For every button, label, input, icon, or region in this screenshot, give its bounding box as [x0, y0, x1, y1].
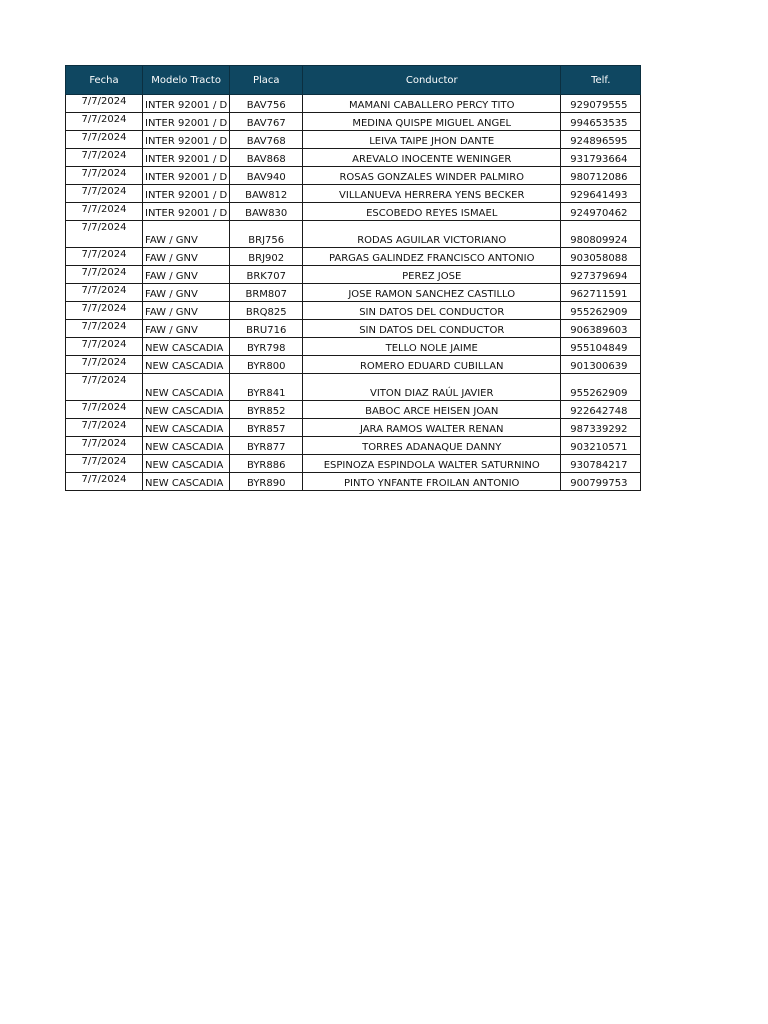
placa-cell: BYR852	[230, 401, 303, 419]
modelo-cell: INTER 92001 / D	[143, 203, 230, 221]
placa-cell: BRJ756	[230, 221, 303, 248]
table-row	[66, 401, 641, 419]
table-row	[66, 302, 641, 320]
placa-cell: BRK707	[230, 266, 303, 284]
header-fecha: Fecha	[66, 66, 143, 95]
modelo-cell: FAW / GNV	[143, 302, 230, 320]
header-conductor: Conductor	[303, 66, 561, 95]
table-row	[66, 131, 641, 149]
telf-cell: 987339292	[561, 419, 641, 437]
conductor-cell: MEDINA QUISPE MIGUEL ANGEL	[303, 113, 561, 131]
placa-cell: BAV756	[230, 95, 303, 113]
table-row	[66, 419, 641, 437]
fecha-cell: 7/7/2024	[66, 320, 143, 338]
fecha-cell: 7/7/2024	[66, 437, 143, 455]
conductor-cell: VITON DIAZ RAÚL JAVIER	[303, 374, 561, 401]
placa-cell: BAW812	[230, 185, 303, 203]
fecha-cell: 7/7/2024	[66, 266, 143, 284]
modelo-cell: INTER 92001 / D	[143, 95, 230, 113]
placa-cell: BAV868	[230, 149, 303, 167]
placa-cell: BYR886	[230, 455, 303, 473]
header-modelo: Modelo Tracto	[143, 66, 230, 95]
modelo-cell: FAW / GNV	[143, 221, 230, 248]
table-row	[66, 149, 641, 167]
modelo-cell: NEW CASCADIA	[143, 437, 230, 455]
fecha-cell: 7/7/2024	[66, 374, 143, 401]
table-row	[66, 167, 641, 185]
modelo-cell: NEW CASCADIA	[143, 374, 230, 401]
telf-cell: 994653535	[561, 113, 641, 131]
modelo-cell: INTER 92001 / D	[143, 149, 230, 167]
conductor-cell: RODAS AGUILAR VICTORIANO	[303, 221, 561, 248]
conductor-cell: AREVALO INOCENTE WENINGER	[303, 149, 561, 167]
table-row	[66, 320, 641, 338]
telf-cell: 900799753	[561, 473, 641, 491]
table-row	[66, 284, 641, 302]
telf-cell: 931793664	[561, 149, 641, 167]
table-row	[66, 374, 641, 401]
conductor-cell: PINTO YNFANTE FROILAN ANTONIO	[303, 473, 561, 491]
table-row	[66, 473, 641, 491]
fecha-cell: 7/7/2024	[66, 131, 143, 149]
table-body	[66, 95, 641, 491]
placa-cell: BRJ902	[230, 248, 303, 266]
conductor-cell: PARGAS GALINDEZ FRANCISCO ANTONIO	[303, 248, 561, 266]
conductor-cell: JOSE RAMON SANCHEZ CASTILLO	[303, 284, 561, 302]
conductor-cell: VILLANUEVA HERRERA YENS BECKER	[303, 185, 561, 203]
fecha-cell: 7/7/2024	[66, 248, 143, 266]
placa-cell: BRM807	[230, 284, 303, 302]
fecha-cell: 7/7/2024	[66, 113, 143, 131]
fecha-cell: 7/7/2024	[66, 401, 143, 419]
telf-cell: 929641493	[561, 185, 641, 203]
modelo-cell: INTER 92001 / D	[143, 131, 230, 149]
placa-cell: BRQ825	[230, 302, 303, 320]
fecha-cell: 7/7/2024	[66, 185, 143, 203]
placa-cell: BYR841	[230, 374, 303, 401]
telf-cell: 922642748	[561, 401, 641, 419]
telf-cell: 955262909	[561, 302, 641, 320]
placa-cell: BAV767	[230, 113, 303, 131]
modelo-cell: FAW / GNV	[143, 284, 230, 302]
conductor-cell: MAMANI CABALLERO PERCY TITO	[303, 95, 561, 113]
modelo-cell: FAW / GNV	[143, 320, 230, 338]
conductor-cell: JARA RAMOS WALTER RENAN	[303, 419, 561, 437]
placa-cell: BRU716	[230, 320, 303, 338]
conductor-cell: ROMERO EDUARD CUBILLAN	[303, 356, 561, 374]
placa-cell: BYR798	[230, 338, 303, 356]
modelo-cell: NEW CASCADIA	[143, 455, 230, 473]
modelo-cell: INTER 92001 / D	[143, 167, 230, 185]
fecha-cell: 7/7/2024	[66, 95, 143, 113]
table-row	[66, 95, 641, 113]
telf-cell: 930784217	[561, 455, 641, 473]
modelo-cell: NEW CASCADIA	[143, 473, 230, 491]
fecha-cell: 7/7/2024	[66, 167, 143, 185]
fecha-cell: 7/7/2024	[66, 455, 143, 473]
table-row	[66, 203, 641, 221]
modelo-cell: INTER 92001 / D	[143, 113, 230, 131]
table-row	[66, 437, 641, 455]
telf-cell: 906389603	[561, 320, 641, 338]
table-row	[66, 113, 641, 131]
header-placa: Placa	[230, 66, 303, 95]
fecha-cell: 7/7/2024	[66, 284, 143, 302]
placa-cell: BYR890	[230, 473, 303, 491]
conductor-cell: ESPINOZA ESPINDOLA WALTER SATURNINO	[303, 455, 561, 473]
placa-cell: BAV768	[230, 131, 303, 149]
telf-cell: 980712086	[561, 167, 641, 185]
telf-cell: 927379694	[561, 266, 641, 284]
telf-cell: 980809924	[561, 221, 641, 248]
telf-cell: 962711591	[561, 284, 641, 302]
telf-cell: 955262909	[561, 374, 641, 401]
table-row	[66, 248, 641, 266]
table-row	[66, 338, 641, 356]
fecha-cell: 7/7/2024	[66, 221, 143, 248]
header-telf: Telf.	[561, 66, 641, 95]
modelo-cell: FAW / GNV	[143, 248, 230, 266]
conductor-cell: TORRES ADANAQUE DANNY	[303, 437, 561, 455]
placa-cell: BYR800	[230, 356, 303, 374]
table-row	[66, 266, 641, 284]
conductor-cell: SIN DATOS DEL CONDUCTOR	[303, 302, 561, 320]
fecha-cell: 7/7/2024	[66, 356, 143, 374]
modelo-cell: NEW CASCADIA	[143, 356, 230, 374]
conductor-cell: ROSAS GONZALES WINDER PALMIRO	[303, 167, 561, 185]
telf-cell: 929079555	[561, 95, 641, 113]
placa-cell: BAV940	[230, 167, 303, 185]
telf-cell: 924970462	[561, 203, 641, 221]
table-row	[66, 221, 641, 248]
conductor-cell: BABOC ARCE HEISEN JOAN	[303, 401, 561, 419]
fecha-cell: 7/7/2024	[66, 149, 143, 167]
table-row	[66, 356, 641, 374]
placa-cell: BAW830	[230, 203, 303, 221]
modelo-cell: INTER 92001 / D	[143, 185, 230, 203]
telf-cell: 903058088	[561, 248, 641, 266]
placa-cell: BYR857	[230, 419, 303, 437]
driver-table	[65, 65, 641, 491]
conductor-cell: ESCOBEDO REYES ISMAEL	[303, 203, 561, 221]
modelo-cell: NEW CASCADIA	[143, 338, 230, 356]
placa-cell: BYR877	[230, 437, 303, 455]
fecha-cell: 7/7/2024	[66, 419, 143, 437]
fecha-cell: 7/7/2024	[66, 473, 143, 491]
modelo-cell: NEW CASCADIA	[143, 419, 230, 437]
telf-cell: 924896595	[561, 131, 641, 149]
telf-cell: 901300639	[561, 356, 641, 374]
fecha-cell: 7/7/2024	[66, 338, 143, 356]
telf-cell: 955104849	[561, 338, 641, 356]
table-row	[66, 455, 641, 473]
conductor-cell: TELLO NOLE JAIME	[303, 338, 561, 356]
modelo-cell: FAW / GNV	[143, 266, 230, 284]
fecha-cell: 7/7/2024	[66, 203, 143, 221]
telf-cell: 903210571	[561, 437, 641, 455]
conductor-cell: SIN DATOS DEL CONDUCTOR	[303, 320, 561, 338]
fecha-cell: 7/7/2024	[66, 302, 143, 320]
table-row	[66, 185, 641, 203]
conductor-cell: PEREZ JOSE	[303, 266, 561, 284]
header-row	[66, 66, 641, 95]
conductor-cell: LEIVA TAIPE JHON DANTE	[303, 131, 561, 149]
modelo-cell: NEW CASCADIA	[143, 401, 230, 419]
